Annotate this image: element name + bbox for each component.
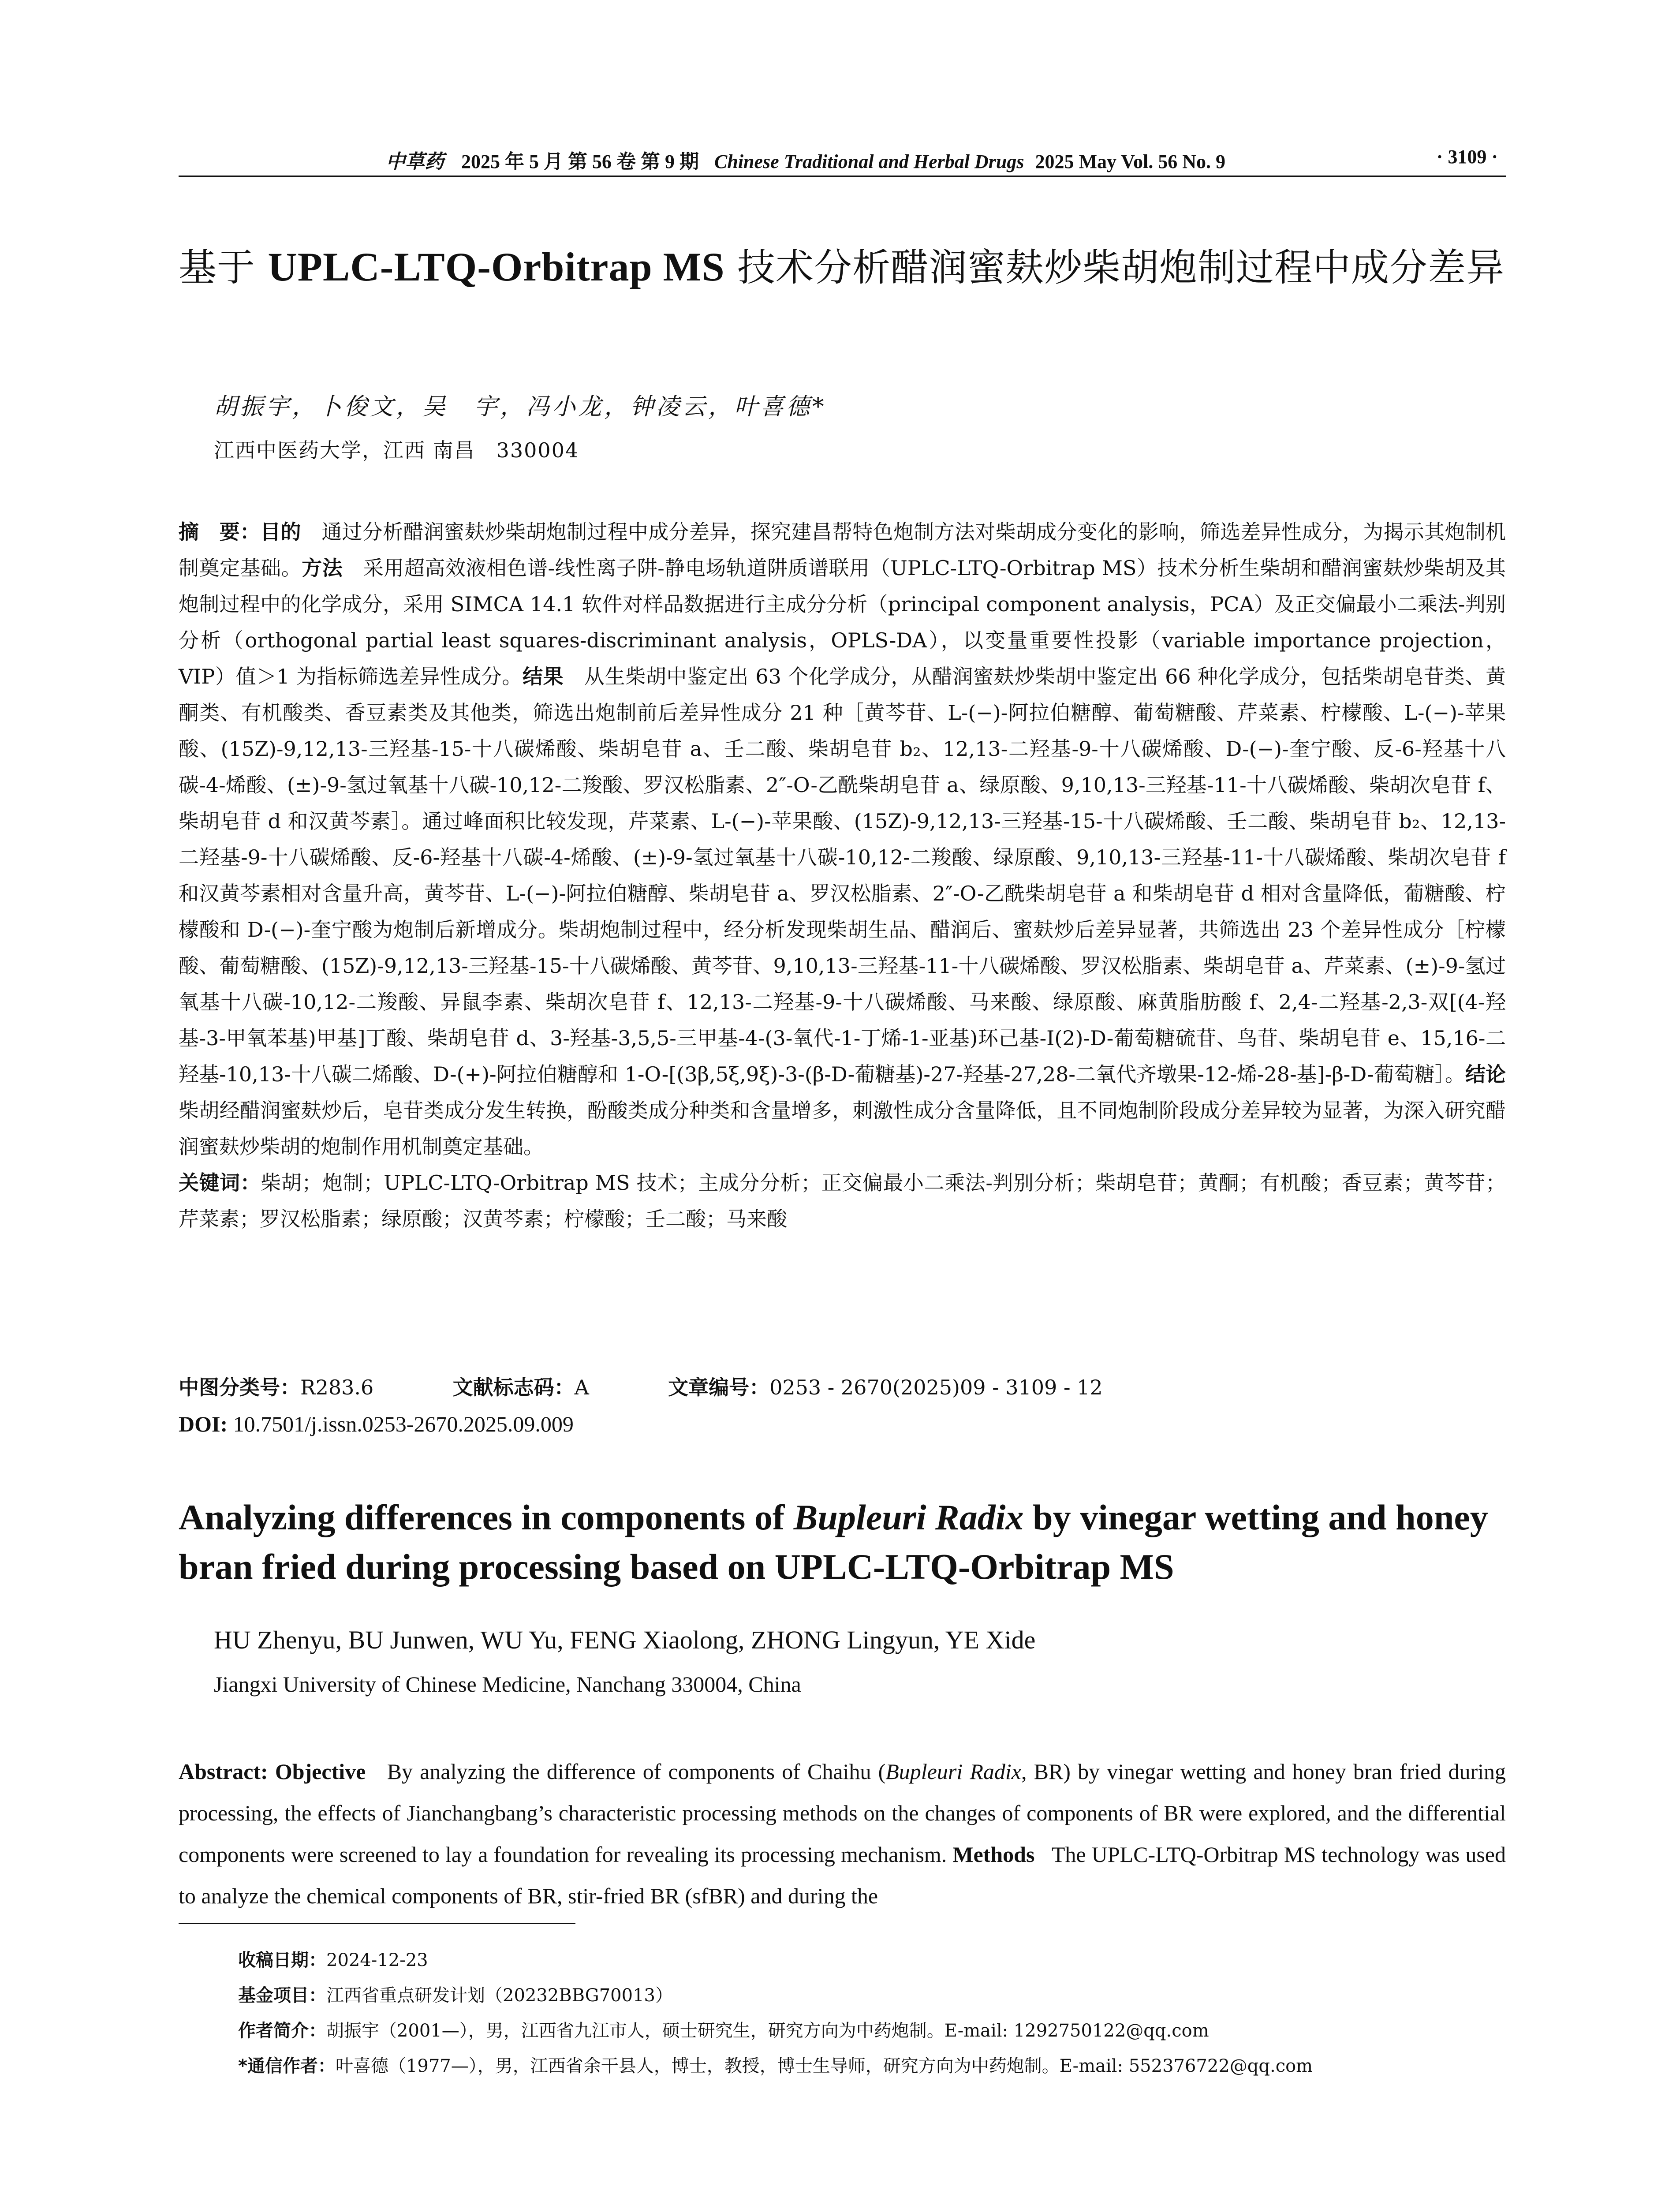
authors-cn: 胡振宇，卜俊文，吴 宇，冯小龙，钟凌云，叶喜德* [214,393,827,420]
classification-line [179,1372,1103,1401]
header-journal [386,146,1225,174]
issue-date-en: 2025 May Vol. 56 No. 9 [1035,151,1225,172]
affiliation-cn: 江西中医药大学，江西 南昌 330004 [214,438,579,462]
corresponding-value: 叶喜德（1977—），男，江西省余干县人，博士，教授，博士生导师，研究方向为中药炮制。E-mail: 552376722@qq.com [335,2056,1313,2076]
article-number-value: 0253 - 2670(2025)09 - 3109 - 12 [769,1375,1103,1399]
abstract-en-part1: By analyzing the difference of components of Chaihu ( [387,1759,886,1784]
results-label-cn: 结果 [522,665,564,688]
received-value: 2024-12-23 [326,1950,428,1970]
footnote-divider [179,1923,575,1924]
abstract-en [179,1751,1506,1917]
doccode-label: 文献标志码： [452,1375,575,1399]
methods-text-cn: 采用超高效液相色谱-线性离子阱-静电场轨道阱质谱联用（UPLC-LTQ-Orbitrap MS）技术分析生柴胡和醋润蜜麸炒柴胡及其炮制过程中的化学成分，采用 SIMCA 14.1 软件对样品数据进行主成分分析（principal component analysis，PCA）及正交偏最小二乘法-判别分析（orthogonal partial least squares-discriminant analysis，OPLS-DA），以变量重要性投影（variable importance projection，VIP）值＞1 为指标筛选差异性成分。 [179,556,1506,688]
article-number-label: 文章编号： [668,1375,770,1399]
title-cn [179,240,1506,294]
title-cn-post: 技术分析醋润蜜麸炒柴胡炮制过程中成分差异 [737,246,1505,290]
page-number: · 3109 · [1436,146,1498,168]
fund-label: 基金项目： [238,1985,326,2006]
affiliation-en: Jiangxi University of Chinese Medicine, Nanchang 330004, China [214,1672,801,1697]
abstract-en-part2: , BR) by vinegar wetting and honey bran fried during processing, the effects of Jianchangbang’s characteristic processing methods on the changes of components of BR were explored, and the differential components were screened to lay a foundation for revealing its processing mechanism. [179,1759,1506,1867]
footnote-author [238,2013,1506,2048]
clc-label: 中图分类号： [179,1375,300,1399]
footnotes [238,1943,1506,2084]
title-en-post: by vinegar wetting and honey bran fried during processing based on UPLC-LTQ-Orbitrap MS [179,1497,1488,1587]
footnote-fund [238,1978,1506,2013]
title-cn-latin: UPLC-LTQ-Orbitrap MS [268,244,725,289]
footnote-corresponding [238,2048,1506,2084]
running-header [179,140,1506,177]
author-bio-value: 胡振宇（2001—），男，江西省九江市人，硕士研究生，研究方向为中药炮制。E-mail: 1292750122@qq.com [326,2021,1209,2041]
conclusion-text-cn: 柴胡经醋润蜜麸炒后，皂苷类成分发生转换，酚酸类成分种类和含量增多，刺激性成分含量降低，且不同炮制阶段成分差异较为显著，为深入研究醋润蜜麸炒柴胡的炮制作用机制奠定基础。 [179,1099,1506,1159]
issue-date-cn: 2025 年 5 月 第 56 卷 第 9 期 [461,151,699,172]
doccode-value: A [574,1375,589,1399]
journal-name-en: Chinese Traditional and Herbal Drugs [714,151,1024,172]
abstract-cn [179,514,1506,1237]
corresponding-label: *通信作者： [238,2056,336,2076]
title-en [179,1493,1506,1592]
abstract-label-cn: 摘 要： [179,520,261,544]
objective-text-cn: 通过分析醋润蜜麸炒柴胡炮制过程中成分差异，探究建昌帮特色炮制方法对柴胡成分变化的影响，筛选差异性成分，为揭示其炮制机制奠定基础。 [179,520,1506,580]
methods-label-cn: 方法 [302,556,343,580]
doi-value[interactable]: 10.7501/j.issn.0253-2670.2025.09.009 [233,1412,574,1436]
conclusion-label-cn: 结论 [1465,1062,1506,1086]
clc-value: R283.6 [300,1375,374,1399]
abstract-label-en: Abstract: Objective [179,1759,366,1784]
abstract-en-italic: Bupleuri Radix [885,1759,1021,1784]
title-cn-pre: 基于 [179,246,255,290]
fund-value: 江西省重点研发计划（20232BBG70013） [326,1985,673,2006]
footnote-received [238,1943,1506,1978]
doi-label: DOI: [179,1412,228,1436]
doi-line [179,1411,574,1437]
keywords-label-cn: 关键词： [179,1171,261,1195]
objective-label-cn: 目的 [260,520,301,544]
title-en-italic: Bupleuri Radix [793,1497,1024,1537]
author-bio-label: 作者简介： [238,2021,326,2041]
methods-text-en: The UPLC-LTQ-Orbitrap MS technology was used to analyze the chemical components of BR, stir-fried BR (sfBR) and during the [179,1842,1506,1908]
title-en-pre: Analyzing differences in components of [179,1497,785,1537]
authors-en: HU Zhenyu, BU Junwen, WU Yu, FENG Xiaolong, ZHONG Lingyun, YE Xide [214,1626,1036,1654]
keywords-text-cn: 柴胡；炮制；UPLC-LTQ-Orbitrap MS 技术；主成分分析；正交偏最小二乘法-判别分析；柴胡皂苷；黄酮；有机酸；香豆素；黄芩苷；芹菜素；罗汉松脂素；绿原酸；汉黄芩素；柠檬酸；壬二酸；马来酸 [179,1171,1506,1231]
methods-label-en: Methods [952,1842,1035,1867]
received-label: 收稿日期： [238,1950,326,1970]
results-text-cn: 从生柴胡中鉴定出 63 个化学成分，从醋润蜜麸炒柴胡中鉴定出 66 种化学成分，包括柴胡皂苷类、黄酮类、有机酸类、香豆素类及其他类，筛选出炮制前后差异性成分 21 种［黄芩苷、L-(−)-阿拉伯糖醇、葡萄糖酸、芹菜素、柠檬酸、L-(−)-苹果酸、(15Z)-9,12,13-三羟基-15-十八碳烯酸、柴胡皂苷 a、壬二酸、柴胡皂苷 b₂、12,13-二羟基-9-十八碳烯酸、D-(−)-奎宁酸、反-6-羟基十八碳-4-烯酸、(±)-9-氢过氧基十八碳-10,12-二羧酸、罗汉松脂素、2″-O-乙酰柴胡皂苷 a、绿原酸、9,10,13-三羟基-11-十八碳烯酸、柴胡次皂苷 f、柴胡皂苷 d 和汉黄芩素］。通过峰面积比较发现，芹菜素、L-(−)-苹果酸、(15Z)-9,12,13-三羟基-15-十八碳烯酸、壬二酸、柴胡皂苷 b₂、12,13-二羟基-9-十八碳烯酸、反-6-羟基十八碳-4-烯酸、(±)-9-氢过氧基十八碳-10,12-二羧酸、绿原酸、9,10,13-三羟基-11-十八碳烯酸、柴胡次皂苷 f 和汉黄芩素相对含量升高，黄芩苷、L-(−)-阿拉伯糖醇、柴胡皂苷 a、罗汉松脂素、2″-O-乙酰柴胡皂苷 a 和柴胡皂苷 d 相对含量降低，葡糖酸、柠檬酸和 D-(−)-奎宁酸为炮制后新增成分。柴胡炮制过程中，经分析发现柴胡生品、醋润后、蜜麸炒后差异显著，共筛选出 23 个差异性成分［柠檬酸、葡萄糖酸、(15Z)-9,12,13-三羟基-15-十八碳烯酸、黄芩苷、9,10,13-三羟基-11-十八碳烯酸、罗汉松脂素、柴胡皂苷 a、芹菜素、(±)-9-氢过氧基十八碳-10,12-二羧酸、异鼠李素、柴胡次皂苷 f、12,13-二羟基-9-十八碳烯酸、马来酸、绿原酸、麻黄脂肪酸 f、2,4-二羟基-2,3-双[(4-羟基-3-甲氧苯基)甲基]丁酸、柴胡皂苷 d、3-羟基-3,5,5-三甲基-4-(3-氧代-1-丁烯-1-亚基)环己基-I(2)-D-葡萄糖硫苷、鸟苷、柴胡皂苷 e、15,16-二羟基-10,13-十八碳二烯酸、D-(+)-阿拉伯糖醇和 1-O-[(3β,5ξ,9ξ)-3-(β-D-葡糖基)-27-羟基-27,28-二氧代齐墩果-12-烯-28-基]-β-D-葡萄糖］。 [179,665,1506,1086]
journal-name-cn: 中草药 [386,151,444,172]
